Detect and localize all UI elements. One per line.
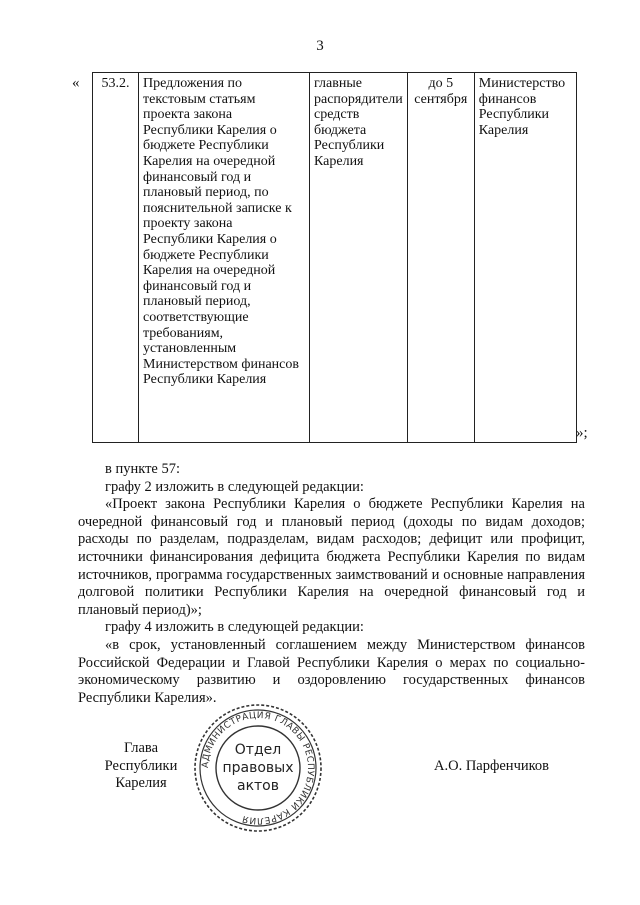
page-number: 3 — [316, 38, 324, 54]
row-deadline: до 5 сентября — [407, 73, 474, 443]
paragraph-point-57: в пункте 57: — [105, 461, 181, 477]
signatory-title — [78, 740, 204, 793]
table-closing-quote: »; — [576, 425, 588, 441]
signatory-title-line2: Республики Карелия — [104, 757, 178, 792]
amendment-table — [92, 72, 577, 443]
row-responsible: Министерство финансов Республики Карелия — [474, 73, 576, 443]
row-number: 53.2. — [93, 73, 139, 443]
table-opening-quote: « — [72, 75, 80, 91]
stamp-line1: Отдел — [234, 742, 282, 758]
stamp-outer-text: АДМИНИСТРАЦИЯ ГЛАВЫ РЕСПУБЛИКИ КАРЕЛИЯ — [200, 710, 316, 826]
legal-department-stamp — [192, 702, 324, 834]
table-row — [93, 73, 577, 443]
signatory-name: А.О. Парфенчиков — [434, 758, 550, 774]
paragraph-column-4-text: «в срок, установленный соглашением между Министерством финансов Российской Федерации и Главой Республики Карелия о мерах по социально-экономическому развитию и оздоровлению государственных финансов Республики Карелия». — [78, 636, 585, 706]
paragraph-column-2-intro: графу 2 изложить в следующей редакции: — [105, 478, 364, 495]
document-body — [78, 461, 585, 707]
row-executor: главные распорядители средств бюджета Республики Карелия — [310, 73, 408, 443]
paragraph-column-4-intro: графу 4 изложить в следующей редакции: — [105, 619, 364, 636]
paragraph-column-2-text: «Проект закона Республики Карелия о бюджете Республики Карелия на очередной финансовый год и плановый период (доходы по видам доходов; расходы по разделам, подразделам, видам расходов; дефицит или профицит, источники финансирования дефицита бюджета Республики Карелия по видам источников, программа государственных заимствований и основные направления долговой политики Республики Карелия на очередной финансовый год и плановый период)»; — [78, 496, 585, 618]
stamp-line3: актов — [236, 778, 280, 794]
row-description: Предложения по текстовым статьям проекта закона Республики Карелия о бюджете Республики Карелия на очередной финансовый год и плановый период, по пояснительной записке к проекту закона Республики Карелия о бюджете Республики Карелия на очередной финансовый год и плановый период, соответствующие требованиям, установленным Министерством финансов Республики Карелия — [139, 73, 310, 443]
signatory-title-line1: Глава — [123, 740, 159, 756]
stamp-line2: правовых — [222, 760, 294, 776]
